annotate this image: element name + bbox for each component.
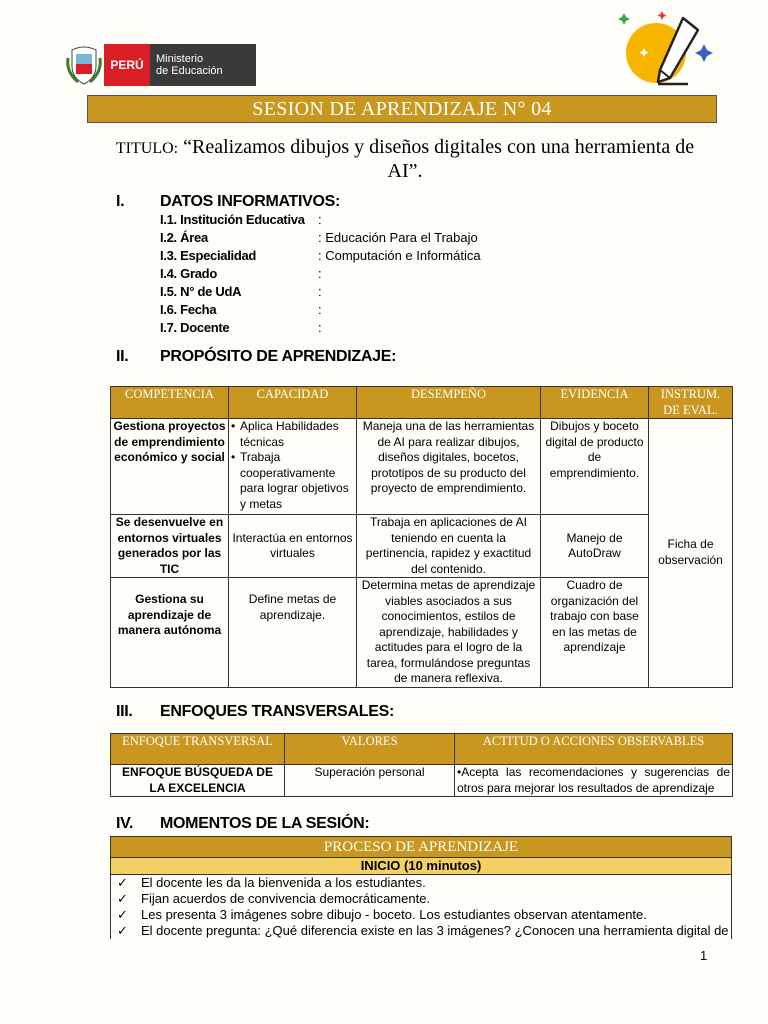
section-title: PROPÓSITO DE APRENDIZAJE: [160, 348, 397, 365]
ministry-logo [64, 44, 256, 86]
desempeno-cell: Maneja una de las herramientas de AI para realizar dibujos, diseños digitales, bocetos, prototipos de su producto del proyecto de emprendimiento. [357, 419, 541, 515]
proceso-header: PROCESO DE APRENDIZAJE [111, 837, 731, 858]
valor-cell: Superación personal [285, 765, 455, 797]
col-header: ENFOQUE TRANSVERSAL [111, 734, 285, 765]
lesson-title-label: TITULO: [115, 140, 179, 157]
section-number: III. [116, 703, 133, 720]
section-title: ENFOQUES TRANSVERSALES: [160, 703, 395, 720]
session-title: SESION DE APRENDIZAJE N° 04 [87, 95, 717, 123]
capacidad-cell: Define metas de aprendizaje. [229, 578, 357, 688]
desempeno-cell: Determina metas de aprendizaje viables asociados a sus conocimientos, estilos de aprendizaje, habilidades y actitudes para el logro de la tarea, formulándose preguntas de manera reflexiva. [357, 578, 541, 688]
competencia-cell: Gestiona su aprendizaje de manera autónoma [111, 578, 229, 688]
table-row [111, 765, 733, 797]
actitud-cell: •Acepta las recomendaciones y sugerencias de otros para mejorar los resultados de aprendizaje [455, 765, 733, 797]
competencia-cell: Gestiona proyectos de emprendimiento económico y social [111, 419, 229, 515]
section-number: IV. [116, 815, 134, 832]
desempeno-cell: Trabaja en aplicaciones de AI teniendo en cuenta la pertinencia, rapidez y exactitud del contenido. [357, 515, 541, 578]
list-item-text: El docente les da la bienvenida a los estudiantes. [141, 875, 426, 890]
check-icon: ✓ [117, 907, 128, 922]
list-item [111, 923, 731, 939]
check-icon: ✓ [117, 923, 128, 938]
table-row [111, 515, 733, 578]
inicio-header: INICIO (10 minutos) [111, 858, 731, 875]
list-item-text: Fijan acuerdos de convivencia democráticamente. [141, 891, 431, 906]
instrumento-cell: Ficha de observación [649, 419, 733, 688]
col-header: DESEMPEÑO [357, 387, 541, 419]
check-icon: ✓ [117, 875, 128, 890]
check-icon: ✓ [117, 891, 128, 906]
col-header: ACTITUD O ACCIONES OBSERVABLES [455, 734, 733, 765]
section-number: I. [116, 193, 125, 210]
info-value: : [318, 284, 322, 299]
capacidad-cell: Interactúa en entornos virtuales [229, 515, 357, 578]
list-item-text: Les presenta 3 imágenes sobre dibujo - boceto. Los estudiantes observan atentamente. [141, 907, 647, 922]
col-header: VALORES [285, 734, 455, 765]
ministry-line2: de Educación [156, 65, 223, 77]
ministry-label [150, 44, 256, 86]
info-value: : Educación Para el Trabajo [318, 230, 478, 245]
lesson-title [100, 136, 710, 182]
list-item [111, 907, 731, 923]
col-header: INSTRUM. DE EVAL. [649, 387, 733, 419]
list-item-text: El docente pregunta: ¿Qué diferencia existe en las 3 imágenes? ¿Conocen una herramienta digital de [141, 923, 729, 938]
proposito-table [110, 386, 733, 688]
list-item [111, 875, 731, 891]
capacidad-cell [229, 419, 357, 515]
info-value: : [318, 266, 322, 281]
section-title: DATOS INFORMATIVOS: [160, 193, 341, 210]
section-title: MOMENTOS DE LA SESIÓN: [160, 815, 370, 832]
info-key: I.5. N° de UdA [160, 284, 242, 299]
table-row [111, 578, 733, 688]
momentos-table [110, 836, 732, 939]
peru-label: PERÚ [104, 44, 150, 86]
info-key: I.2. Área [160, 230, 208, 245]
info-key: I.1. Institución Educativa [160, 212, 305, 227]
info-key: I.4. Grado [160, 266, 217, 281]
col-header: COMPETENCIA [111, 387, 229, 419]
info-key: I.7. Docente [160, 320, 230, 335]
info-key: I.3. Especialidad [160, 248, 257, 263]
col-header: EVIDENCIA [541, 387, 649, 419]
enfoques-table [110, 733, 733, 797]
capacidad-item: • Aplica Habilidades técnicas [240, 419, 354, 450]
evidencia-cell: Manejo de AutoDraw [541, 515, 649, 578]
info-key: I.6. Fecha [160, 302, 217, 317]
coat-of-arms-icon [64, 44, 104, 86]
info-value: : [318, 320, 322, 335]
list-item [111, 891, 731, 907]
section-number: II. [116, 348, 129, 365]
col-header: CAPACIDAD [229, 387, 357, 419]
lesson-title-text: “Realizamos dibujos y diseños digitales con una herramienta de AI”. [183, 136, 695, 182]
evidencia-cell: Dibujos y boceto digital de producto de emprendimiento. [541, 419, 649, 515]
table-row [111, 419, 733, 515]
capacidad-item: • Trabaja cooperativamente para lograr objetivos y metas [240, 450, 354, 512]
page-number: 1 [700, 948, 708, 963]
evidencia-cell: Cuadro de organización del trabajo con base en las metas de aprendizaje [541, 578, 649, 688]
ministry-line1: Ministerio [156, 53, 204, 65]
pencil-drawing-icon [608, 8, 718, 88]
enfoque-cell: ENFOQUE BÚSQUEDA DE LA EXCELENCIA [111, 765, 285, 797]
info-value: : Computación e Informática [318, 248, 481, 263]
info-value: : [318, 212, 322, 227]
competencia-cell: Se desenvuelve en entornos virtuales generados por las TIC [111, 515, 229, 578]
info-value: : [318, 302, 322, 317]
